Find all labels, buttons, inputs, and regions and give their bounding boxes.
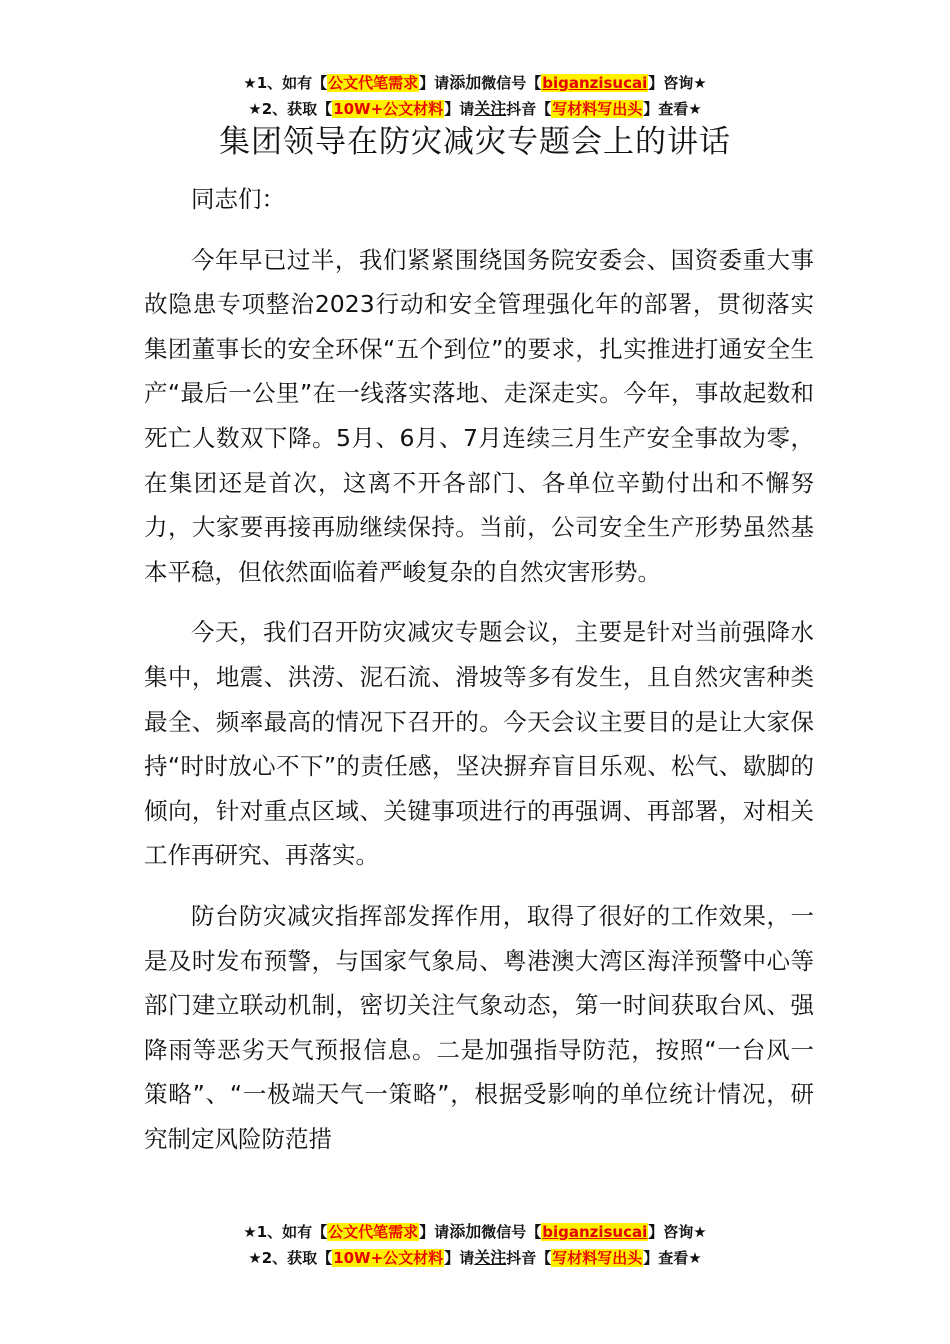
promo-line-1-prefix: ★1、如有【 <box>243 74 328 92</box>
document-body <box>144 177 814 1161</box>
promo-line-1-prefix: ★1、如有【 <box>243 1223 328 1241</box>
promo-highlight-douyin: 写材料写出头 <box>552 1249 643 1267</box>
promo-line-1-suffix: 】咨询★ <box>648 1223 707 1241</box>
promo-line-1-middle2: 微信号【 <box>481 74 542 92</box>
top-promo-banner <box>0 70 950 122</box>
promo-highlight-douyin: 写材料写出头 <box>552 100 643 118</box>
paragraph-3: 防台防灾减灾指挥部发挥作用，取得了很好的工作效果，一是及时发布预警，与国家气象局、粤港澳大湾区海洋预警中心等部门建立联动机制，密切关注气象动态，第一时间获取台风、强降雨等恶劣天气预报信息。二是加强指导防范，按照“一台风一策略”、“一极端天气一策略”，根据受影响的单位统计情况，研究制定风险防范措 <box>144 901 814 1153</box>
promo-highlight-materials: 10W+公文材料 <box>333 100 444 118</box>
promo-emphasis-follow: 关注 <box>474 1248 507 1267</box>
promo-highlight-service: 公文代笔需求 <box>328 1223 419 1241</box>
paragraph-1: 今年早已过半，我们紧紧围绕国务院安委会、国资委重大事故隐患专项整治2023行动和安全管理强化年的部署，贯彻落实集团董事长的安全环保“五个到位”的要求，扎实推进打通安全生产“最后一公里”在一线落实落地、走深走实。今年，事故起数和死亡人数双下降。5月、6月、7月连续三月生产安全事故为零，在集团还是首次，这离不开各部门、各单位辛勤付出和不懈努力，大家要再接再励继续保持。当前，公司安全生产形势虽然基本平稳，但依然面临着严峻复杂的自然灾害形势。 <box>144 245 814 586</box>
promo-highlight-service: 公文代笔需求 <box>328 74 419 92</box>
promo-line-2-middle: 】请 <box>444 1249 475 1267</box>
paragraph-gap <box>144 222 814 238</box>
paragraph-gap <box>144 878 814 894</box>
promo-line-1-suffix: 】咨询★ <box>648 74 707 92</box>
promo-line-2-middle2: 抖音【 <box>506 1249 552 1267</box>
promo-line-2 <box>0 1245 950 1271</box>
paragraph-2: 今天，我们召开防灾减灾专题会议，主要是针对当前强降水集中，地震、洪涝、泥石流、滑坡等多有发生，且自然灾害种类最全、频率最高的情况下召开的。今天会议主要目的是让大家保持“时时放心不下”的责任感，坚决摒弃盲目乐观、松气、歇脚的倾向，针对重点区域、关键事项进行的再强调、再部署，对相关工作再研究、再落实。 <box>144 618 814 870</box>
promo-emphasis-add: 添加 <box>449 73 482 92</box>
promo-emphasis-add: 添加 <box>449 1222 482 1241</box>
greeting: 同志们： <box>191 185 285 213</box>
promo-highlight-materials: 10W+公文材料 <box>333 1249 444 1267</box>
promo-highlight-wechat-id: biganzisucai <box>542 1223 648 1241</box>
promo-line-2-middle: 】请 <box>444 100 475 118</box>
promo-line-2-middle2: 抖音【 <box>506 100 552 118</box>
promo-line-2-suffix: 】查看★ <box>643 1249 702 1267</box>
promo-line-1-middle: 】请 <box>419 1223 450 1241</box>
promo-line-1 <box>0 70 950 96</box>
promo-line-1 <box>0 1219 950 1245</box>
paragraph-gap <box>144 594 814 610</box>
bottom-promo-banner <box>0 1219 950 1271</box>
promo-emphasis-follow: 关注 <box>474 99 507 118</box>
document-title: 集团领导在防灾减灾专题会上的讲话 <box>219 124 731 160</box>
promo-line-2-suffix: 】查看★ <box>643 100 702 118</box>
promo-line-2 <box>0 96 950 122</box>
promo-line-1-middle: 】请 <box>419 74 450 92</box>
promo-line-2-prefix: ★2、获取【 <box>248 100 333 118</box>
promo-highlight-wechat-id: biganzisucai <box>542 74 648 92</box>
promo-line-2-prefix: ★2、获取【 <box>248 1249 333 1267</box>
promo-line-1-middle2: 微信号【 <box>481 1223 542 1241</box>
